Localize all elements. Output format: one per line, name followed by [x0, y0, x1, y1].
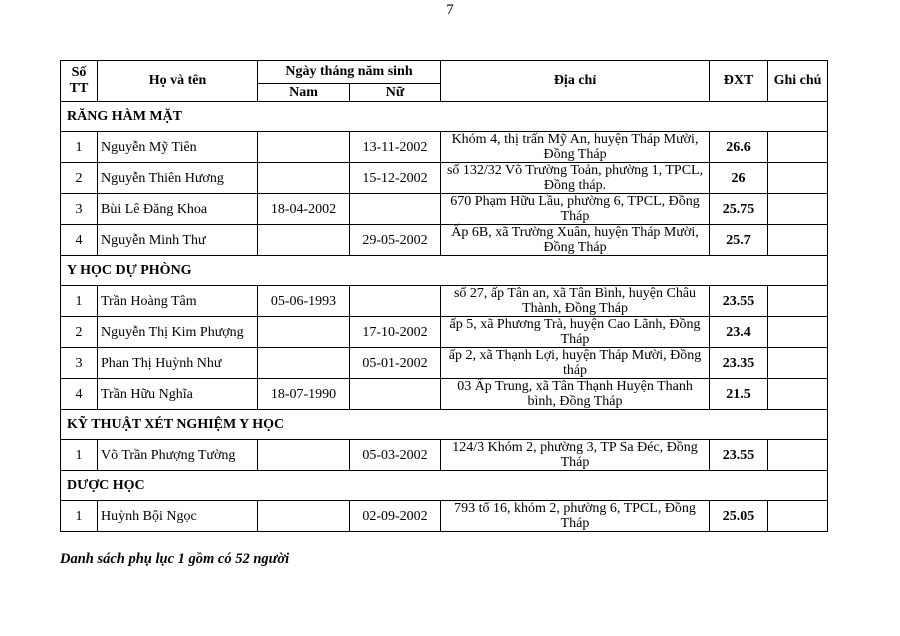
cell-stt: 1: [61, 440, 98, 471]
cell-stt: 2: [61, 317, 98, 348]
cell-note: [768, 317, 828, 348]
cell-address: 124/3 Khóm 2, phường 3, TP Sa Đéc, Đồng Tháp: [441, 440, 710, 471]
table-body: [61, 102, 828, 532]
cell-name: Nguyễn Thị Kim Phượng: [98, 317, 258, 348]
table-row: [61, 379, 828, 410]
cell-dob-female: 05-03-2002: [350, 440, 441, 471]
cell-name: Trần Hữu Nghĩa: [98, 379, 258, 410]
cell-dob-female: 05-01-2002: [350, 348, 441, 379]
cell-address: 670 Phạm Hữu Lầu, phường 6, TPCL, Đồng Tháp: [441, 194, 710, 225]
table-row: [61, 440, 828, 471]
cell-name: Nguyễn Thiên Hương: [98, 163, 258, 194]
cell-name: Nguyễn Mỹ Tiên: [98, 132, 258, 163]
cell-dob-female: 02-09-2002: [350, 501, 441, 532]
cell-note: [768, 194, 828, 225]
section-row: [61, 410, 828, 440]
cell-dob-female: [350, 194, 441, 225]
header-stt: Số TT: [61, 61, 98, 102]
cell-name: Trần Hoàng Tâm: [98, 286, 258, 317]
table-row: [61, 194, 828, 225]
cell-note: [768, 163, 828, 194]
cell-dob-female: 29-05-2002: [350, 225, 441, 256]
cell-address: 03 Ấp Trung, xã Tân Thạnh Huyện Thanh bình, Đồng Tháp: [441, 379, 710, 410]
section-row: [61, 471, 828, 501]
header-score: ĐXT: [710, 61, 768, 102]
cell-dob-male: 18-04-2002: [258, 194, 350, 225]
cell-dob-male: 18-07-1990: [258, 379, 350, 410]
cell-address: số 132/32 Võ Trường Toản, phường 1, TPCL, Đồng tháp.: [441, 163, 710, 194]
cell-dob-male: [258, 440, 350, 471]
cell-stt: 4: [61, 379, 98, 410]
section-row: [61, 256, 828, 286]
cell-name: Phan Thị Huỳnh Như: [98, 348, 258, 379]
cell-address: ấp 2, xã Thạnh Lợi, huyện Tháp Mười, Đồng tháp: [441, 348, 710, 379]
cell-stt: 2: [61, 163, 98, 194]
header-address: Địa chỉ: [441, 61, 710, 102]
cell-dob-female: [350, 286, 441, 317]
cell-stt: 4: [61, 225, 98, 256]
section-row: [61, 102, 828, 132]
table-row: [61, 501, 828, 532]
footnote: Danh sách phụ lục 1 gồm có 52 người: [60, 551, 290, 567]
cell-stt: 1: [61, 132, 98, 163]
section-title: DƯỢC HỌC: [61, 471, 828, 501]
cell-dob-male: [258, 163, 350, 194]
cell-dob-female: 17-10-2002: [350, 317, 441, 348]
table-row: [61, 225, 828, 256]
cell-dob-male: [258, 317, 350, 348]
cell-name: Nguyễn Minh Thư: [98, 225, 258, 256]
cell-name: Huỳnh Bội Ngọc: [98, 501, 258, 532]
cell-score: 25.05: [710, 501, 768, 532]
student-roster-table: [60, 60, 828, 532]
table-row: [61, 317, 828, 348]
table-row: [61, 163, 828, 194]
cell-dob-female: 15-12-2002: [350, 163, 441, 194]
cell-note: [768, 379, 828, 410]
cell-address: Khóm 4, thị trấn Mỹ An, huyện Tháp Mười, Đồng Tháp: [441, 132, 710, 163]
cell-score: 23.35: [710, 348, 768, 379]
cell-score: 26: [710, 163, 768, 194]
header-female: Nữ: [350, 84, 441, 102]
cell-address: 793 tổ 16, khóm 2, phường 6, TPCL, Đồng Tháp: [441, 501, 710, 532]
cell-name: Bùi Lê Đăng Khoa: [98, 194, 258, 225]
section-title: RĂNG HÀM MẶT: [61, 102, 828, 132]
cell-score: 25.75: [710, 194, 768, 225]
cell-score: 23.55: [710, 440, 768, 471]
cell-dob-male: 05-06-1993: [258, 286, 350, 317]
cell-dob-male: [258, 348, 350, 379]
table-row: [61, 132, 828, 163]
cell-note: [768, 225, 828, 256]
cell-dob-male: [258, 225, 350, 256]
cell-stt: 1: [61, 501, 98, 532]
header-name: Họ và tên: [98, 61, 258, 102]
cell-dob-female: 13-11-2002: [350, 132, 441, 163]
table-row: [61, 286, 828, 317]
cell-address: số 27, ấp Tân an, xã Tân Bình, huyện Châu Thành, Đồng Tháp: [441, 286, 710, 317]
cell-dob-female: [350, 379, 441, 410]
section-title: Y HỌC DỰ PHÒNG: [61, 256, 828, 286]
cell-stt: 3: [61, 194, 98, 225]
cell-score: 23.4: [710, 317, 768, 348]
cell-stt: 3: [61, 348, 98, 379]
section-title: KỸ THUẬT XÉT NGHIỆM Y HỌC: [61, 410, 828, 440]
cell-score: 26.6: [710, 132, 768, 163]
cell-address: Ấp 6B, xã Trường Xuân, huyện Tháp Mười, Đồng Tháp: [441, 225, 710, 256]
cell-dob-male: [258, 132, 350, 163]
cell-score: 23.55: [710, 286, 768, 317]
table-header: [61, 61, 828, 102]
cell-stt: 1: [61, 286, 98, 317]
cell-note: [768, 501, 828, 532]
cell-name: Võ Trần Phượng Tường: [98, 440, 258, 471]
header-note: Ghi chú: [768, 61, 828, 102]
table-row: [61, 348, 828, 379]
cell-score: 21.5: [710, 379, 768, 410]
cell-note: [768, 286, 828, 317]
header-male: Nam: [258, 84, 350, 102]
page-number: 7: [446, 2, 454, 18]
cell-note: [768, 132, 828, 163]
cell-note: [768, 440, 828, 471]
header-dob: Ngày tháng năm sinh: [258, 61, 441, 84]
cell-score: 25.7: [710, 225, 768, 256]
cell-dob-male: [258, 501, 350, 532]
cell-note: [768, 348, 828, 379]
cell-address: ấp 5, xã Phương Trà, huyện Cao Lãnh, Đồng Tháp: [441, 317, 710, 348]
